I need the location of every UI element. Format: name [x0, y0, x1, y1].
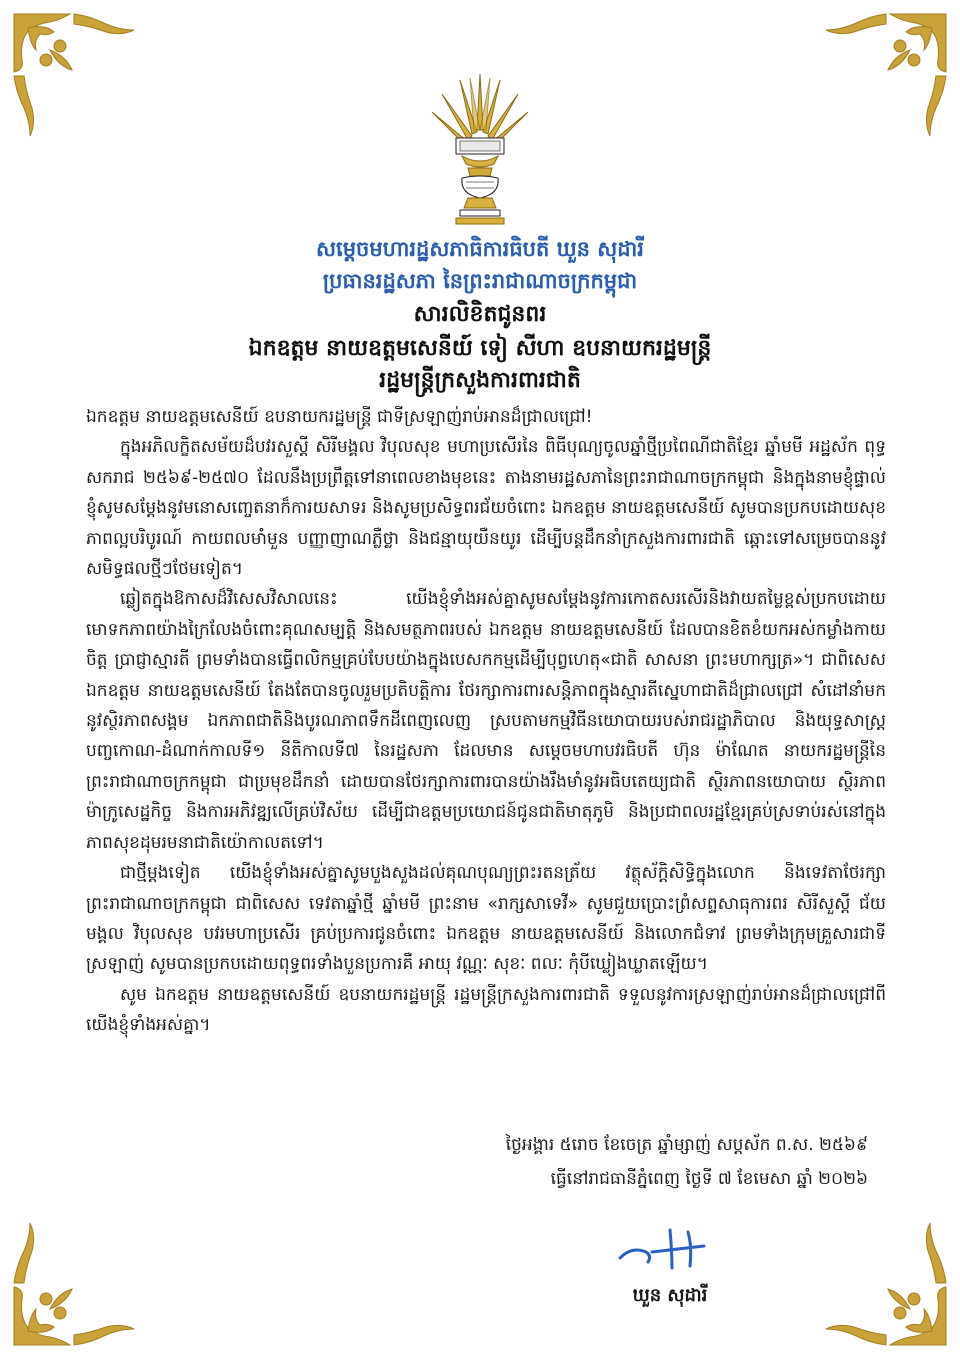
- signer-name: ឃួន សុដារី: [632, 1285, 708, 1306]
- signature-icon: [612, 1222, 722, 1272]
- solar-date-place: ធ្វើនៅរាជធានីភ្នំពេញ ថ្ងៃទី ៧ ខែមេសា ឆ្នាំ ២០២៦: [550, 1169, 868, 1189]
- recipient-heading: ឯកឧត្ដម នាយឧត្ដមសេនីយ៍ ទៀ សីហា ឧបនាយករដ្ឋមន្ដ្រី: [248, 336, 712, 361]
- corner-ornament-top-right: [820, 10, 950, 140]
- paragraph-4: សូម ឯកឧត្ដម នាយឧត្ដមសេនីយ៍ ឧបនាយករដ្ឋមន្ដ្រី រដ្ឋមន្ដ្រីក្រសួងការពារជាតិ ទទួលនូវការស្រឡាញ់រាប់អានដ៏ជ្រាលជ្រៅពីយើងខ្ញុំទាំងអស់គ្នា។: [86, 984, 886, 1036]
- paragraph-1: ក្នុងអភិលក្ខិតសម័យដ៏បវរសួស្ដី សិរីមង្គល វិបុលសុខ មហាប្រសើរនៃ ពិធីបុណ្យចូលឆ្នាំថ្មីប្រពៃណីជាតិខ្មែរ ឆ្នាំមមី អដ្ឋស័ក ពុទ្ធសករាជ ២៥៦៩-២៥៧០ ដែលនឹងប្រព្រឹត្ដទៅនាពេលខាងមុខនេះ តាងនាមរដ្ឋសភានៃព្រះរាជាណាចក្រកម្ពុជា និងក្នុងនាមខ្ញុំផ្ទាល់ ខ្ញុំសូមសម្ដែងនូវមនោសញ្ចេតនាក៏ការយសាទរ និងសូមប្រសិទ្ធពរជ័យចំពោះ ឯកឧត្ដម នាយឧត្ដមសេនីយ៍ សូមបានប្រកបដោយសុខភាពល្អបរិបូរណ៍ កាយពលមាំមួន បញ្ញាញាណភ្លឺថ្លា និងជន្មាយុយឺនយូរ ដើម្បីបន្ដដឹកនាំក្រសួងការពារជាតិ ឆ្ពោះទៅសម្រេចបាននូវសមិទ្ធផលថ្មីៗថែមទៀត។: [86, 437, 886, 580]
- corner-ornament-bottom-right: [820, 1219, 950, 1349]
- sender-title: សម្ដេចមហារដ្ឋសភាធិការធិបតី ឃួន សុដារី: [316, 237, 644, 261]
- lunar-date: ថ្ងៃអង្គារ ៥រោច ខែចេត្រ ឆ្នាំម្សាញ់ សប្ដស័ក ព.ស. ២៥៦៩: [505, 1135, 868, 1155]
- date-block: [506, 1128, 868, 1196]
- paragraph-2: ឆ្លៀតក្នុងឱកាសដ៏វិសេសវិសាលនេះ យើងខ្ញុំទាំងអស់គ្នាសូមសម្ដែងនូវការកោតសរសើរនិងវាយតម្លៃខ្ពស់ប្រកបដោយមោទកភាពយ៉ាងក្រៃលែងចំពោះគុណសម្បត្ដិ និងសមត្ថភាពរបស់ ឯកឧត្ដម នាយឧត្ដមសេនីយ៍ ដែលបានខិតខំយកអស់កម្លាំងកាយចិត្ដ ប្រាជ្ញាស្មារតី ព្រមទាំងបានធ្វើពលិកម្មគ្រប់បែបយ៉ាងក្នុងបេសកកម្មដើម្បីបុព្វហេតុ«ជាតិ សាសនា ព្រះមហាក្សត្រ»។ ជាពិសេស ឯកឧត្ដម នាយឧត្ដមសេនីយ៍ តែងតែបានចូលរួមប្រតិបត្ដិការ ថែរក្សាការពារសន្ដិភាពក្នុងស្មារតីស្នេហាជាតិដ៏ជ្រាលជ្រៅ សំដៅនាំមកនូវស្ថិរភាពសង្គម ឯកភាពជាតិនិងបូរណភាពទឹកដីពេញលេញ ស្របតាមកម្មវិធីនយោបាយរបស់រាជរដ្ឋាភិបាល និងយុទ្ធសាស្ត្របញ្ចកោណ-ដំណាក់កាលទី១ នីតិកាលទី៧ នៃរដ្ឋសភា ដែលមាន សម្ដេចមហាបវរធិបតី ហ៊ុន ម៉ាណែត នាយករដ្ឋមន្ដ្រីនៃព្រះរាជាណាចក្រកម្ពុជា ជាប្រមុខដឹកនាំ ដោយបានថែរក្សាការពារបានយ៉ាងរឹងមាំនូវអធិបតេយ្យជាតិ ស្ថិរភាពនយោបាយ ស្ថិរភាពម៉ាក្រូសេដ្ឋកិច្ច និងការអភិវឌ្ឍលើគ្រប់វិស័យ ដើម្បីជាឧត្ដមប្រយោជន៍ជូនជាតិមាតុភូមិ និងប្រជាពលរដ្ឋខ្មែរគ្រប់ស្រទាប់រស់នៅក្នុងភាពសុខដុមរមនាជាតិយ៉ោកាលតទៅ។: [86, 589, 886, 853]
- corner-ornament-top-left: [10, 10, 140, 140]
- corner-ornament-bottom-left: [10, 1219, 140, 1349]
- sender-position: ប្រធានរដ្ឋសភា នៃព្រះរាជាណាចក្រកម្ពុជា: [322, 269, 638, 293]
- letter-body: [86, 402, 886, 1041]
- paragraph-3: ជាថ្មីម្ដងទៀត យើងខ្ញុំទាំងអស់គ្នាសូមបួងសួងដល់គុណបុណ្យព្រះរតនត្រ័យ វត្ថុស័ក្ដិសិទ្ធិក្នុងលោក និងទេវតាថែរក្សាព្រះរាជាណាចក្រកម្ពុជា ជាពិសេស ទេវតាឆ្នាំថ្មី ឆ្នាំមមី ព្រះនាម «រាក្សសាទេវី» សូមជួយប្រោះព្រំសព្ទសាធុការពរ សិរីសួស្ដី ជ័យមង្គល វិបុលសុខ បវរមហាប្រសើរ គ្រប់ប្រការជូនចំពោះ ឯកឧត្ដម នាយឧត្ដមសេនីយ៍ និងលោកជំទាវ ព្រមទាំងក្រុមគ្រួសារជាទីស្រឡាញ់ សូមបានប្រកបដោយពុទ្ធពរទាំងបួនប្រការគឺ អាយុ វណ្ណៈ សុខៈ ពលៈ កុំបីឃ្លៀងឃ្លាតឡើយ។: [86, 863, 886, 975]
- greeting: ឯកឧត្ដម នាយឧត្ដមសេនីយ៍ ឧបនាយករដ្ឋមន្ដ្រី ជាទីស្រឡាញ់រាប់អានដ៏ជ្រាលជ្រៅ!: [86, 407, 593, 427]
- national-assembly-emblem-icon: [420, 70, 540, 230]
- letter-type-heading: សារលិខិតជូនពរ: [413, 302, 547, 327]
- recipient-position-heading: រដ្ឋមន្ដ្រីក្រសួងការពារជាតិ: [379, 368, 581, 393]
